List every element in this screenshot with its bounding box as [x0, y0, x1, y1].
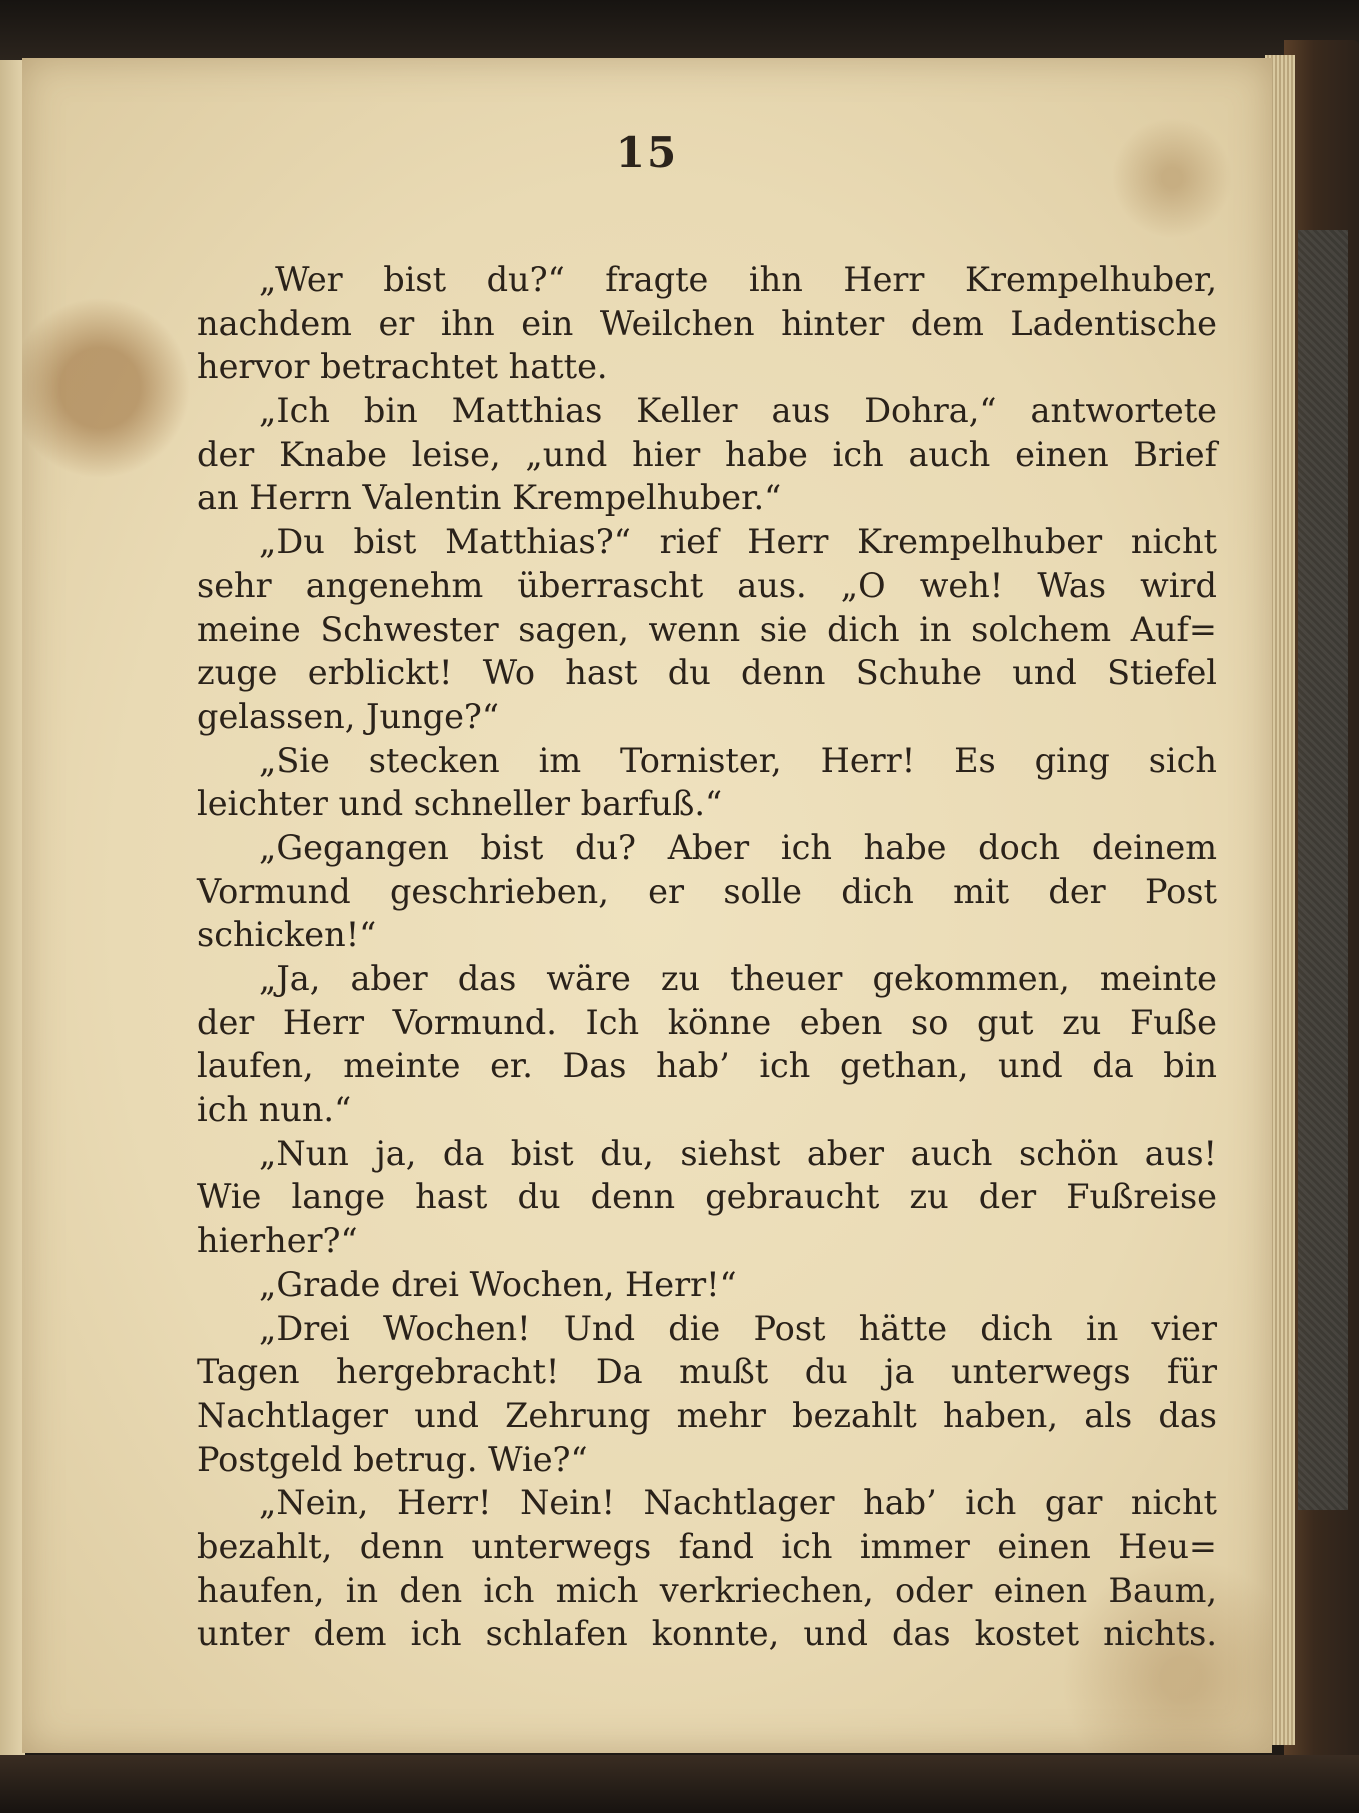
text-line: „Ja, aber das wäre zu theuer gekommen, meinte [259, 959, 1217, 998]
text-line: „Grade drei Wochen, Herr!“ [259, 1264, 737, 1304]
text-line: Nachtlager und Zehrung mehr bezahlt haben, als das [197, 1395, 1217, 1435]
text-line: „Wer bist du?“ fragte ihn Herr Krempelhuber, [259, 260, 1217, 299]
text-line: „Nun ja, da bist du, siehst aber auch schön aus! [259, 1133, 1217, 1173]
text-line: nachdem er ihn ein Weilchen hinter dem Ladentische [197, 303, 1217, 343]
text-line: Wie lange hast du denn gebraucht zu der Fußreise [197, 1177, 1217, 1217]
text-line: an Herrn Valentin Krempelhuber.“ [197, 478, 782, 518]
text-line: sehr angenehm überrascht aus. „O weh! Was wird [197, 565, 1217, 605]
text-line: „Gegangen bist du? Aber ich habe doch deinem [259, 827, 1217, 867]
text-line: gelassen, Junge?“ [197, 696, 499, 736]
text-line: ich nun.“ [197, 1090, 352, 1130]
text-line: schicken!“ [197, 915, 377, 955]
text-line: haufen, in den ich mich verkriechen, oder einen Baum, [197, 1570, 1217, 1610]
text-line: der Knabe leise, „und hier habe ich auch einen Brief [197, 434, 1217, 474]
text-line: laufen, meinte er. Das hab’ ich gethan, und da bin [197, 1046, 1217, 1086]
text-line: „Sie stecken im Tornister, Herr! Es ging sich [259, 740, 1217, 780]
background-top [0, 0, 1359, 60]
text-line: „Du bist Matthias?“ rief Herr Krempelhuber nicht [259, 522, 1217, 562]
text-line: der Herr Vormund. Ich könne eben so gut zu Fuße [197, 1002, 1217, 1042]
text-line: hervor betrachtet hatte. [197, 347, 608, 387]
page-number: 15 [615, 128, 679, 177]
text-line: „Ich bin Matthias Keller aus Dohra,“ antwortete [259, 391, 1217, 431]
text-line: leichter und schneller barfuß.“ [197, 784, 723, 824]
book-page [22, 58, 1272, 1753]
text-line: bezahlt, denn unterwegs fand ich immer einen Heu= [197, 1526, 1217, 1566]
text-block [197, 258, 1217, 1656]
text-line: Postgeld betrug. Wie?“ [197, 1439, 588, 1479]
text-line: meine Schwester sagen, wenn sie dich in solchem Auf= [197, 609, 1217, 649]
background-bottom [0, 1755, 1359, 1813]
text-line: „Drei Wochen! Und die Post hätte dich in vier [259, 1308, 1217, 1348]
text-line: Tagen hergebracht! Da mußt du ja unterwegs für [197, 1352, 1217, 1392]
text-line: Vormund geschrieben, er solle dich mit der Post [197, 871, 1217, 911]
text-line: unter dem ich schlafen konnte, und das kostet nichts. [197, 1614, 1217, 1654]
text-line: zuge erblickt! Wo hast du denn Schuhe und Stiefel [197, 653, 1217, 693]
text-line: „Nein, Herr! Nein! Nachtlager hab’ ich gar nicht [259, 1483, 1217, 1523]
book-cover-edge [1284, 40, 1359, 1760]
text-line: hierher?“ [197, 1221, 358, 1261]
